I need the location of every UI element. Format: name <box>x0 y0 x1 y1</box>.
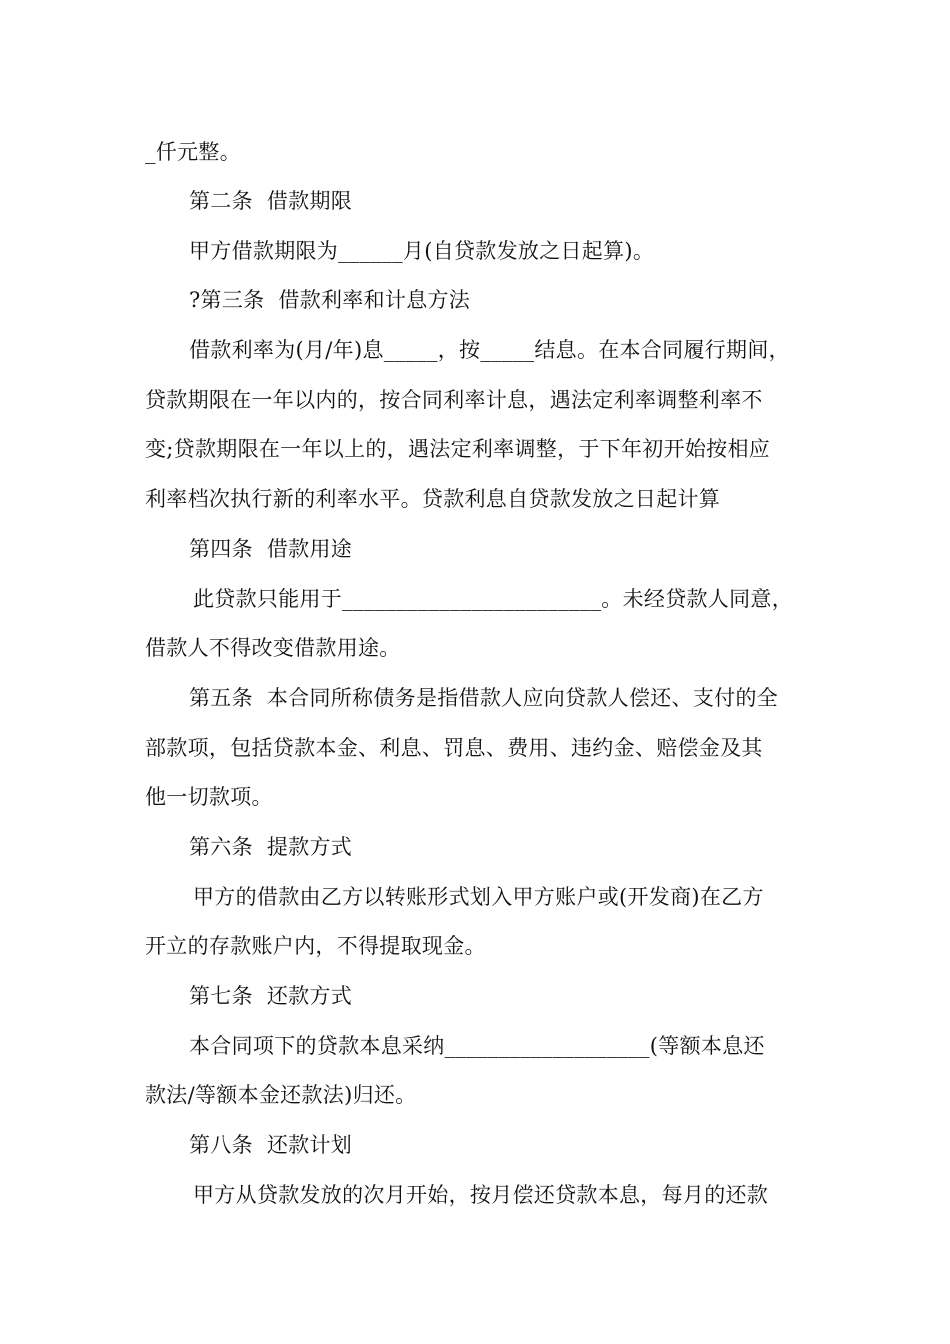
text-line-14: 他一切款项。 <box>145 785 273 809</box>
text-line-16: 甲方的借款由乙方以转账形式划入甲方账户或(开发商)在乙方 <box>193 885 764 909</box>
text-line-8: 利率档次执行新的利率水平。贷款利息自贷款发放之日起计算 <box>145 487 721 511</box>
text-line-17: 开立的存款账户内，不得提取现金。 <box>145 934 486 958</box>
text-line-10: 此贷款只能用于________________________。未经贷款人同意， <box>193 587 793 611</box>
text-line-20: 款法/等额本金还款法)归还。 <box>145 1083 417 1107</box>
text-line-3: 甲方借款期限为______月(自贷款发放之日起算)。 <box>189 239 655 263</box>
article-3-heading: ?第三条 借款利率和计息方法 <box>189 288 471 312</box>
article-4-heading: 第四条 借款用途 <box>189 537 353 561</box>
text-line-19: 本合同项下的贷款本息采纳___________________(等额本息还 <box>189 1034 765 1058</box>
text-line-13: 部款项，包括贷款本金、利息、罚息、费用、违约金、赔偿金及其 <box>145 736 763 760</box>
text-line-5: 借款利率为(月/年)息_____，按_____结息。在本合同履行期间， <box>189 338 790 362</box>
text-line-7: 变;贷款期限在一年以上的，遇法定利率调整，于下年初开始按相应 <box>145 437 771 461</box>
text-line-22: 甲方从贷款发放的次月开始，按月偿还贷款本息，每月的还款 <box>193 1183 769 1207</box>
article-8-heading: 第八条 还款计划 <box>189 1133 353 1157</box>
article-2-heading: 第二条 借款期限 <box>189 189 353 213</box>
article-6-heading: 第六条 提款方式 <box>189 835 353 859</box>
article-5-heading: 第五条 本合同所称债务是指借款人应向贷款人偿还、支付的全 <box>189 686 779 710</box>
text-line-1: _仟元整。 <box>145 140 241 164</box>
text-line-6: 贷款期限在一年以内的，按合同利率计息，遇法定利率调整利率不 <box>145 388 763 412</box>
text-line-11: 借款人不得改变借款用途。 <box>145 636 401 660</box>
article-7-heading: 第七条 还款方式 <box>189 984 353 1008</box>
